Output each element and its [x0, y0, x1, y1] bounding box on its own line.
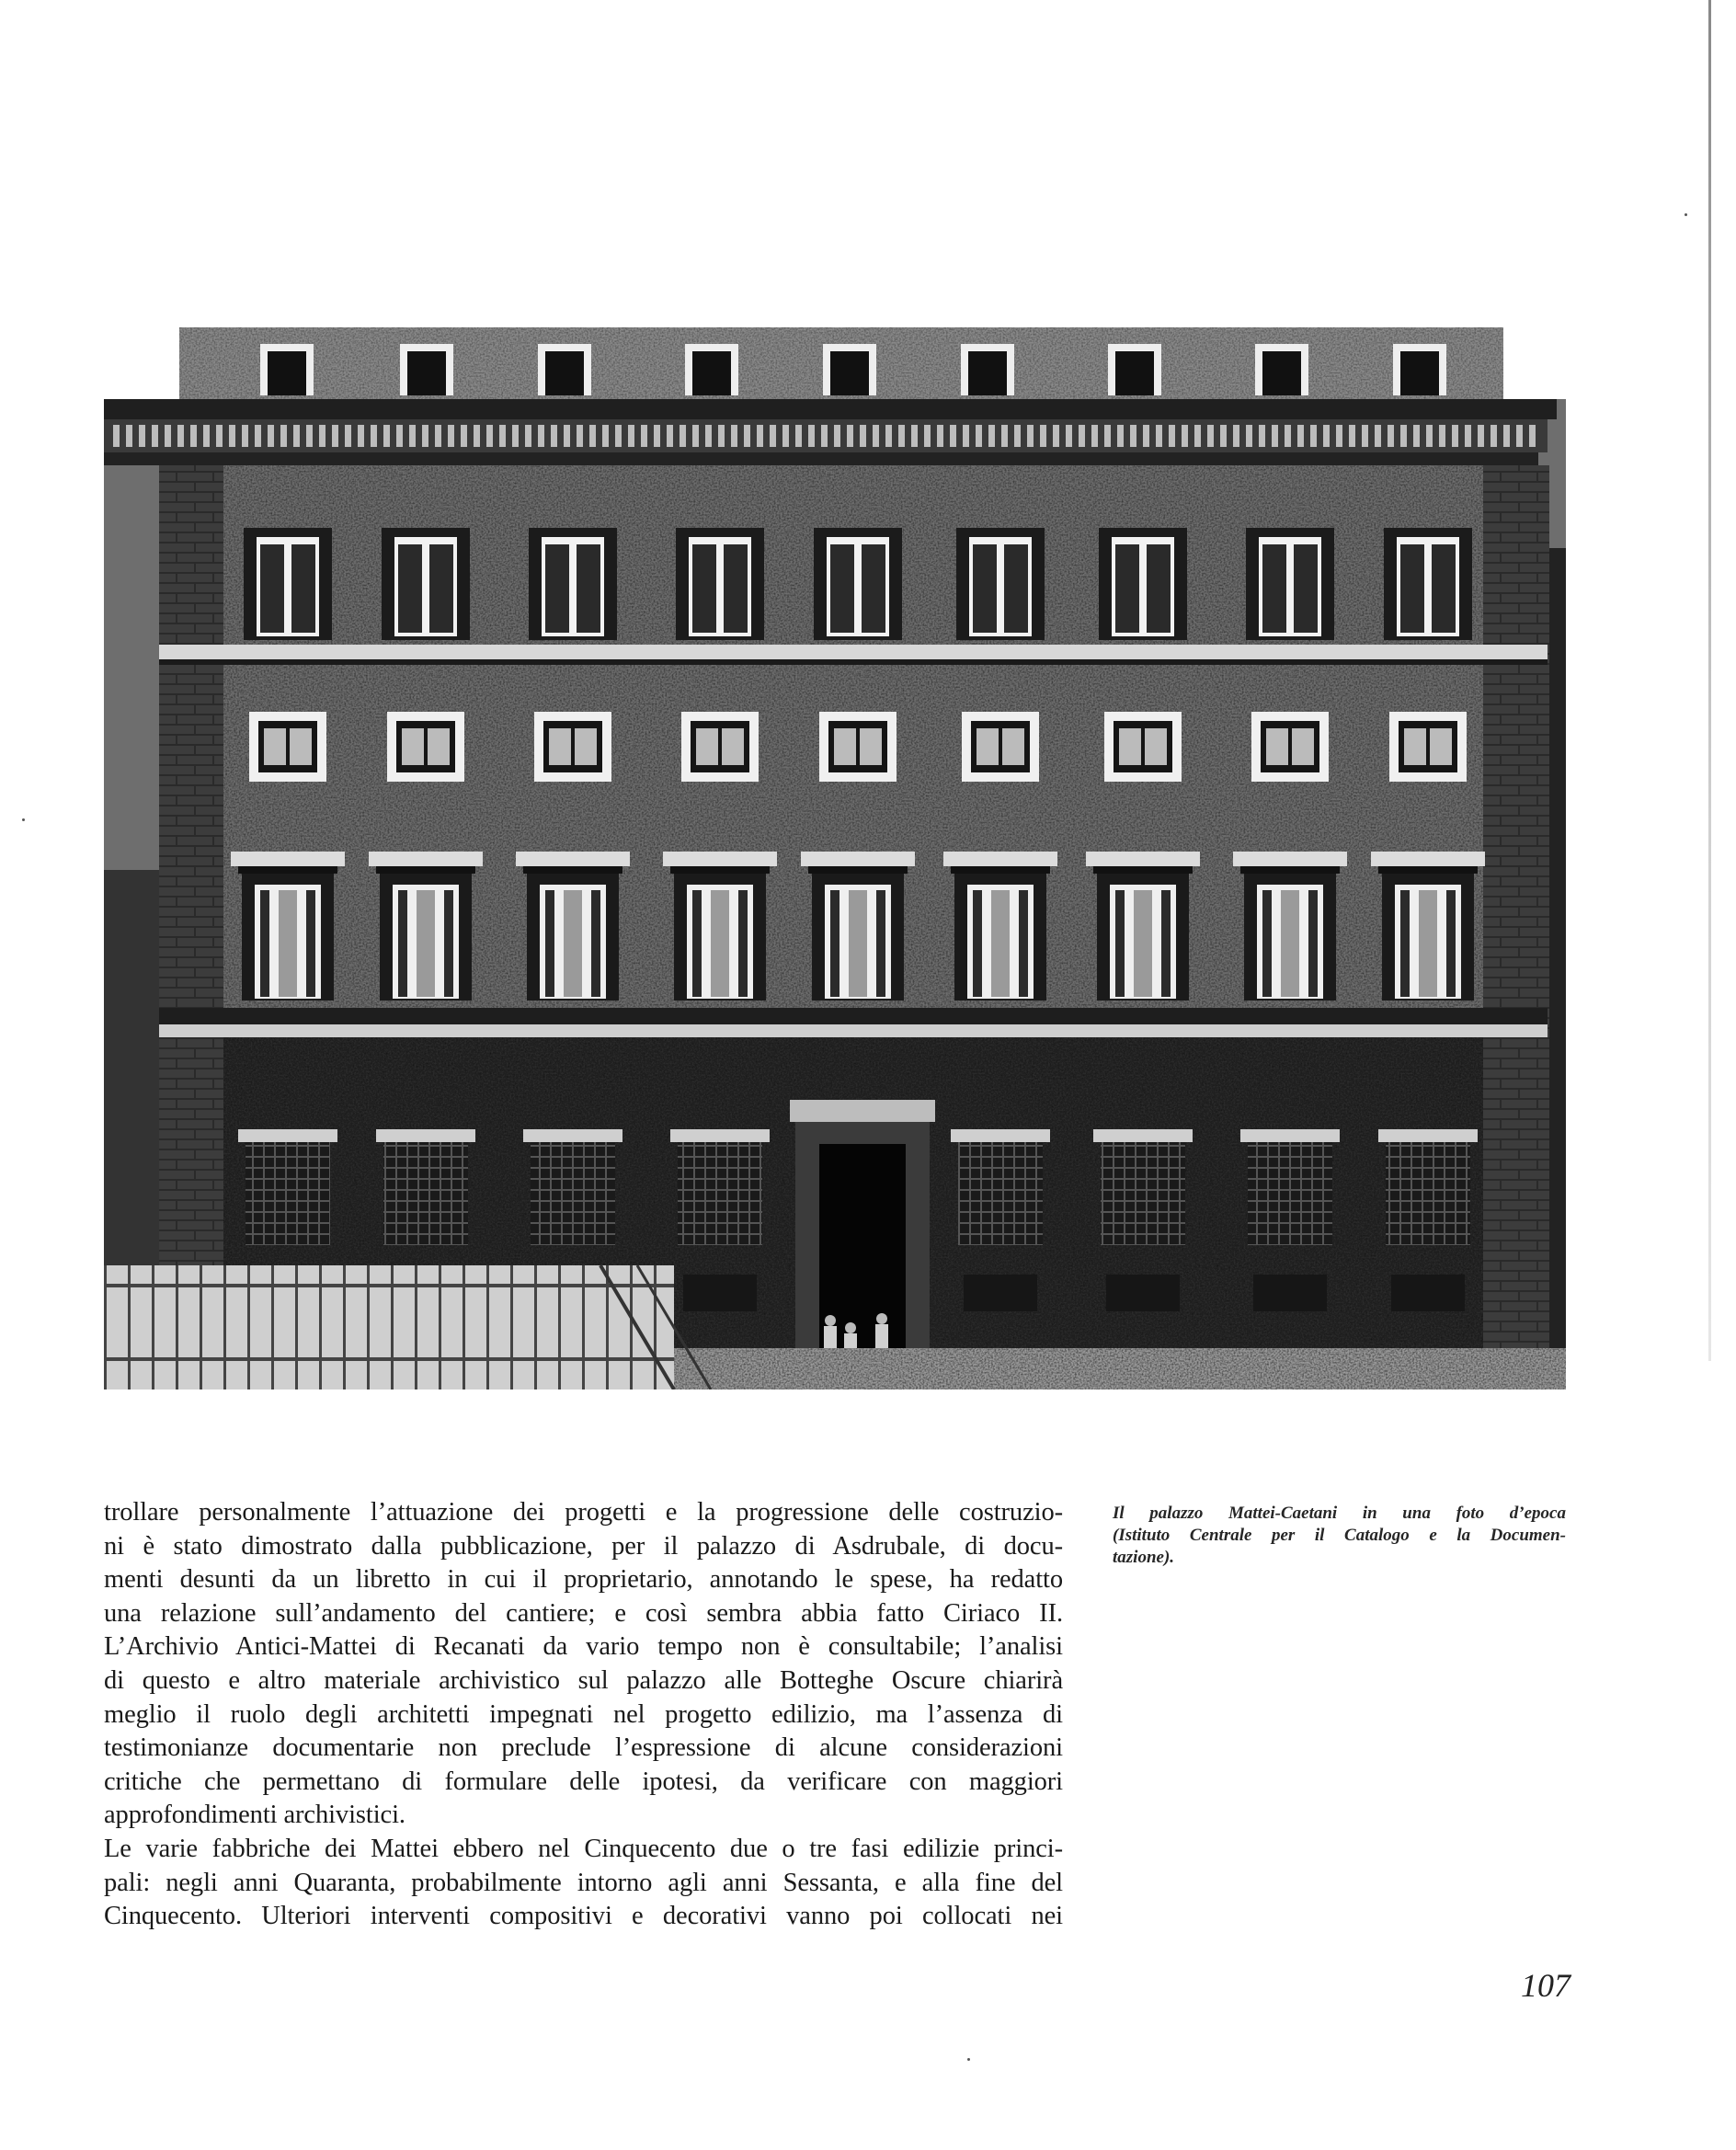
dentil	[860, 425, 866, 447]
dentil	[911, 425, 918, 447]
noble-window-shutter	[1262, 890, 1272, 997]
dentil	[873, 425, 879, 447]
dentil	[1375, 425, 1381, 447]
upper-window-pane	[1147, 544, 1171, 633]
window-pediment	[231, 852, 345, 866]
dentil	[898, 425, 905, 447]
body-text-line: Cinquecento. Ulteriori interventi compositivi e decorativi vanno poi collocati nei	[104, 1902, 1063, 1931]
noble-window-shutter	[830, 890, 839, 997]
upper-window-pane	[973, 544, 997, 633]
dentil	[1336, 425, 1342, 447]
noble-window-shutter	[1019, 890, 1028, 997]
noble-window-curtain	[417, 890, 435, 997]
dentil	[602, 425, 609, 447]
attic-window	[830, 351, 869, 395]
dentil	[332, 425, 338, 447]
caption-line: tazione).	[1113, 1548, 1175, 1567]
upper-window-pane	[260, 544, 284, 633]
window-pediment-shadow	[670, 866, 770, 874]
body-text-line: ni è stato dimostrato dalla pubblicazione, per il palazzo di Asdrubale, di docu-	[104, 1531, 1063, 1561]
dentil	[1388, 425, 1394, 447]
dentil	[1362, 425, 1368, 447]
mezzanine-window-mullion	[424, 728, 428, 765]
ground-window-grille	[1101, 1142, 1185, 1245]
dentil	[486, 425, 493, 447]
dentil	[499, 425, 506, 447]
dentil	[345, 425, 351, 447]
upper-window-pane	[398, 544, 422, 633]
dentil	[152, 425, 158, 447]
dentil	[474, 425, 480, 447]
body-text	[104, 1496, 1063, 1934]
upper-window-pane	[1262, 544, 1286, 633]
dentil	[1465, 425, 1471, 447]
dentil	[1169, 425, 1175, 447]
body-text-line: una relazione sull’andamento del cantiere; e così sembra abbia fatto Ciriaco II.	[104, 1598, 1063, 1628]
upper-window-pane	[1432, 544, 1456, 633]
dentil	[1130, 425, 1136, 447]
dentil	[165, 425, 171, 447]
dentil	[1220, 425, 1227, 447]
dentil	[692, 425, 699, 447]
window-pediment-shadow	[238, 866, 337, 874]
noble-window-shutter	[1115, 890, 1125, 997]
portal-cornice	[790, 1100, 935, 1122]
dentil	[1323, 425, 1330, 447]
dentil	[242, 425, 248, 447]
mezzanine-window-mullion	[1426, 728, 1430, 765]
body-text-line: testimonianze documentarie non preclude l’espressione di alcune considerazioni	[104, 1733, 1063, 1763]
dentil	[255, 425, 261, 447]
basement-window	[1391, 1275, 1465, 1311]
attic-window	[545, 351, 584, 395]
dentil	[422, 425, 428, 447]
page-number: 107	[1521, 1967, 1570, 2004]
dentil	[1143, 425, 1149, 447]
dentil	[1194, 425, 1201, 447]
dentil	[654, 425, 660, 447]
upper-window-pane	[1004, 544, 1028, 633]
dentil	[1503, 425, 1510, 447]
dentil	[1272, 425, 1278, 447]
window-pediment-shadow	[1093, 866, 1193, 874]
dentil	[589, 425, 596, 447]
ground-window-lintel	[1093, 1129, 1193, 1142]
noble-window-shutter	[306, 890, 315, 997]
hoarding-rail	[104, 1284, 674, 1287]
dentil	[216, 425, 223, 447]
ground-window-lintel	[951, 1129, 1050, 1142]
mezzanine-window-mullion	[1141, 728, 1145, 765]
dentil	[448, 425, 454, 447]
dentil	[976, 425, 982, 447]
noble-window-curtain	[991, 890, 1010, 997]
dentil	[1040, 425, 1046, 447]
noble-window-shutter	[260, 890, 269, 997]
dentil	[731, 425, 737, 447]
dentil	[782, 425, 789, 447]
mezzanine-window-mullion	[718, 728, 722, 765]
dentil	[1079, 425, 1085, 447]
dentil	[1053, 425, 1059, 447]
dentil	[229, 425, 235, 447]
caption-line: (Istituto Centrale per il Catalogo e la Documen-	[1113, 1526, 1566, 1545]
dentil	[1259, 425, 1265, 447]
ground-window-grille	[958, 1142, 1043, 1245]
upper-window-pane	[692, 544, 716, 633]
dentil	[396, 425, 403, 447]
scan-edge-line	[1708, 0, 1711, 1361]
right-quoins	[1483, 465, 1549, 1389]
noble-window-shutter	[973, 890, 982, 997]
dentil	[821, 425, 828, 447]
lower-string-course	[159, 1024, 1548, 1037]
upper-window-pane	[545, 544, 569, 633]
dentil	[1104, 425, 1111, 447]
attic-window	[1400, 351, 1439, 395]
noble-window-curtain	[279, 890, 297, 997]
dentil	[1207, 425, 1214, 447]
ground-window-grille	[1248, 1142, 1332, 1245]
upper-window-pane	[1294, 544, 1318, 633]
figure-head	[825, 1315, 836, 1326]
dentil	[525, 425, 531, 447]
dentil	[577, 425, 583, 447]
upper-window-pane	[429, 544, 453, 633]
dentil	[718, 425, 725, 447]
dentil	[847, 425, 853, 447]
dentil	[1310, 425, 1317, 447]
dentil	[1400, 425, 1407, 447]
dentil	[268, 425, 274, 447]
attic-window	[968, 351, 1007, 395]
dentil	[551, 425, 557, 447]
dentil	[371, 425, 377, 447]
window-pediment	[1086, 852, 1200, 866]
scan-speck	[1685, 213, 1687, 216]
dentil	[963, 425, 969, 447]
dentil	[1156, 425, 1162, 447]
photo-caption	[1113, 1503, 1566, 1569]
mezzanine-window-mullion	[571, 728, 575, 765]
dentil	[988, 425, 995, 447]
string-course-shadow	[159, 659, 1548, 665]
ground-window-lintel	[1240, 1129, 1340, 1142]
window-pediment-shadow	[1378, 866, 1478, 874]
noble-window-curtain	[849, 890, 867, 997]
body-text-line: menti desunti da un libretto in cui il proprietario, annotando le spese, ha redatto	[104, 1565, 1063, 1595]
dentil	[383, 425, 390, 447]
noble-window-shutter	[398, 890, 407, 997]
dentil	[1297, 425, 1304, 447]
dentil	[1117, 425, 1124, 447]
ground-window-lintel	[376, 1129, 475, 1142]
dentil	[319, 425, 326, 447]
dentil	[1426, 425, 1433, 447]
upper-window-pane	[1400, 544, 1424, 633]
lower-cornice	[159, 1008, 1548, 1024]
figure-head	[876, 1313, 887, 1324]
dentil	[924, 425, 931, 447]
dentil	[409, 425, 416, 447]
dentil	[1182, 425, 1188, 447]
noble-window-shutter	[1308, 890, 1318, 997]
dentil	[641, 425, 647, 447]
dentil	[885, 425, 892, 447]
dentil	[358, 425, 364, 447]
window-pediment	[801, 852, 915, 866]
dentil	[538, 425, 544, 447]
dentil	[808, 425, 815, 447]
window-pediment-shadow	[376, 866, 475, 874]
dentil	[950, 425, 956, 447]
noble-window-curtain	[1134, 890, 1152, 997]
scan-speck	[22, 818, 25, 821]
body-text-line: L’Archivio Antici-Mattei di Recanati da vario tempo non è consultabile; l’analisi	[104, 1632, 1063, 1662]
body-text-line: Le varie fabbriche dei Mattei ebbero nel Cinquecento due o tre fasi edilizie princi-	[104, 1834, 1063, 1863]
dentil	[177, 425, 184, 447]
dentil	[512, 425, 519, 447]
scan-speck	[967, 2058, 970, 2061]
dentil	[744, 425, 750, 447]
dentil	[615, 425, 622, 447]
basement-window	[964, 1275, 1037, 1311]
dentil	[1027, 425, 1034, 447]
dentil	[680, 425, 686, 447]
ground-window-grille	[246, 1142, 330, 1245]
upper-window-pane	[1115, 544, 1139, 633]
right-neighbour-wall	[1549, 548, 1566, 1389]
window-pediment	[1233, 852, 1347, 866]
noble-window-shutter	[738, 890, 748, 997]
noble-window-curtain	[1281, 890, 1299, 997]
dentil	[1349, 425, 1355, 447]
dentil	[795, 425, 802, 447]
window-pediment-shadow	[523, 866, 622, 874]
basement-window	[683, 1275, 757, 1311]
dentil	[1413, 425, 1420, 447]
dentil	[306, 425, 313, 447]
dentil	[1452, 425, 1458, 447]
body-text-line: approfondimenti archivistici.	[104, 1801, 405, 1830]
dentil	[1014, 425, 1021, 447]
upper-window-pane	[291, 544, 315, 633]
body-text-line: pali: negli anni Quaranta, probabilmente intorno agli anni Sessanta, e alla fine del	[104, 1868, 1063, 1897]
attic-window	[1115, 351, 1154, 395]
dentil	[834, 425, 840, 447]
ground-window-grille	[1386, 1142, 1470, 1245]
noble-window-shutter	[1400, 890, 1410, 997]
dentil	[1066, 425, 1072, 447]
palazzo-facade-image	[104, 291, 1566, 1389]
window-pediment-shadow	[1240, 866, 1340, 874]
upper-window-pane	[862, 544, 885, 633]
window-pediment-shadow	[951, 866, 1050, 874]
noble-window-shutter	[692, 890, 702, 997]
noble-window-shutter	[545, 890, 554, 997]
noble-window-shutter	[876, 890, 885, 997]
body-text-line: di questo e altro materiale archivistico sul palazzo alle Botteghe Oscure chiarirà	[104, 1665, 1063, 1695]
window-pediment-shadow	[808, 866, 908, 874]
body-text-line: trollare personalmente l’attuazione dei progetti e la progressione delle costruzio-	[104, 1498, 1063, 1527]
body-text-line: critiche che permettano di formulare delle ipotesi, da verificare con maggiori	[104, 1767, 1063, 1796]
dentil	[757, 425, 763, 447]
noble-window-curtain	[1419, 890, 1437, 997]
dentil	[937, 425, 943, 447]
body-text-line: meglio il ruolo degli architetti impegnati nel progetto edilizio, ma l’assenza di	[104, 1699, 1063, 1729]
caption-line: Il palazzo Mattei-Caetani in una foto d’epoca	[1113, 1504, 1566, 1523]
dentil	[461, 425, 467, 447]
ground-window-lintel	[1378, 1129, 1478, 1142]
mezzanine-window-mullion	[286, 728, 290, 765]
dentil	[1439, 425, 1445, 447]
attic-window	[692, 351, 731, 395]
dentil	[1478, 425, 1484, 447]
attic-window	[268, 351, 306, 395]
window-pediment	[1371, 852, 1485, 866]
dentil	[564, 425, 570, 447]
noble-window-curtain	[564, 890, 582, 997]
dentil	[435, 425, 441, 447]
hoarding-rail	[104, 1357, 674, 1361]
dentil	[1001, 425, 1008, 447]
attic-window	[407, 351, 446, 395]
basement-window	[1253, 1275, 1327, 1311]
dentil	[1233, 425, 1239, 447]
upper-window-pane	[724, 544, 748, 633]
string-course	[159, 645, 1548, 659]
dentil	[139, 425, 145, 447]
noble-window-shutter	[591, 890, 600, 997]
cornice-bottom	[104, 452, 1538, 465]
dentil	[770, 425, 776, 447]
window-pediment	[943, 852, 1057, 866]
mezzanine-window-mullion	[999, 728, 1002, 765]
window-pediment	[663, 852, 777, 866]
ground-window-grille	[383, 1142, 468, 1245]
dentil	[203, 425, 210, 447]
basement-window	[1106, 1275, 1180, 1311]
dentil	[628, 425, 634, 447]
noble-window-shutter	[1161, 890, 1171, 997]
left-quoins	[159, 465, 223, 1389]
cornice-top	[104, 399, 1557, 419]
dentil	[190, 425, 197, 447]
noble-window-shutter	[1446, 890, 1456, 997]
ground-window-lintel	[670, 1129, 770, 1142]
figure-head	[845, 1322, 856, 1333]
dentil	[1529, 425, 1536, 447]
dentil	[1285, 425, 1291, 447]
noble-window-curtain	[711, 890, 729, 997]
dentil	[667, 425, 673, 447]
dentil	[1246, 425, 1252, 447]
dentil	[126, 425, 132, 447]
dentil	[705, 425, 712, 447]
dentil	[1516, 425, 1523, 447]
dentil	[1490, 425, 1497, 447]
ground-window-lintel	[238, 1129, 337, 1142]
upper-window-pane	[830, 544, 854, 633]
dentil	[280, 425, 287, 447]
noble-window-shutter	[444, 890, 453, 997]
attic-window	[1262, 351, 1301, 395]
ground-window-grille	[678, 1142, 762, 1245]
ground-window-grille	[531, 1142, 615, 1245]
mezzanine-window-mullion	[1288, 728, 1292, 765]
ground-window-lintel	[523, 1129, 622, 1142]
dentil	[293, 425, 300, 447]
dentil	[113, 425, 120, 447]
upper-window-pane	[577, 544, 600, 633]
palazzo-photograph	[104, 291, 1566, 1389]
dentil	[1091, 425, 1098, 447]
window-pediment	[516, 852, 630, 866]
mezzanine-window-mullion	[856, 728, 860, 765]
window-pediment	[369, 852, 483, 866]
